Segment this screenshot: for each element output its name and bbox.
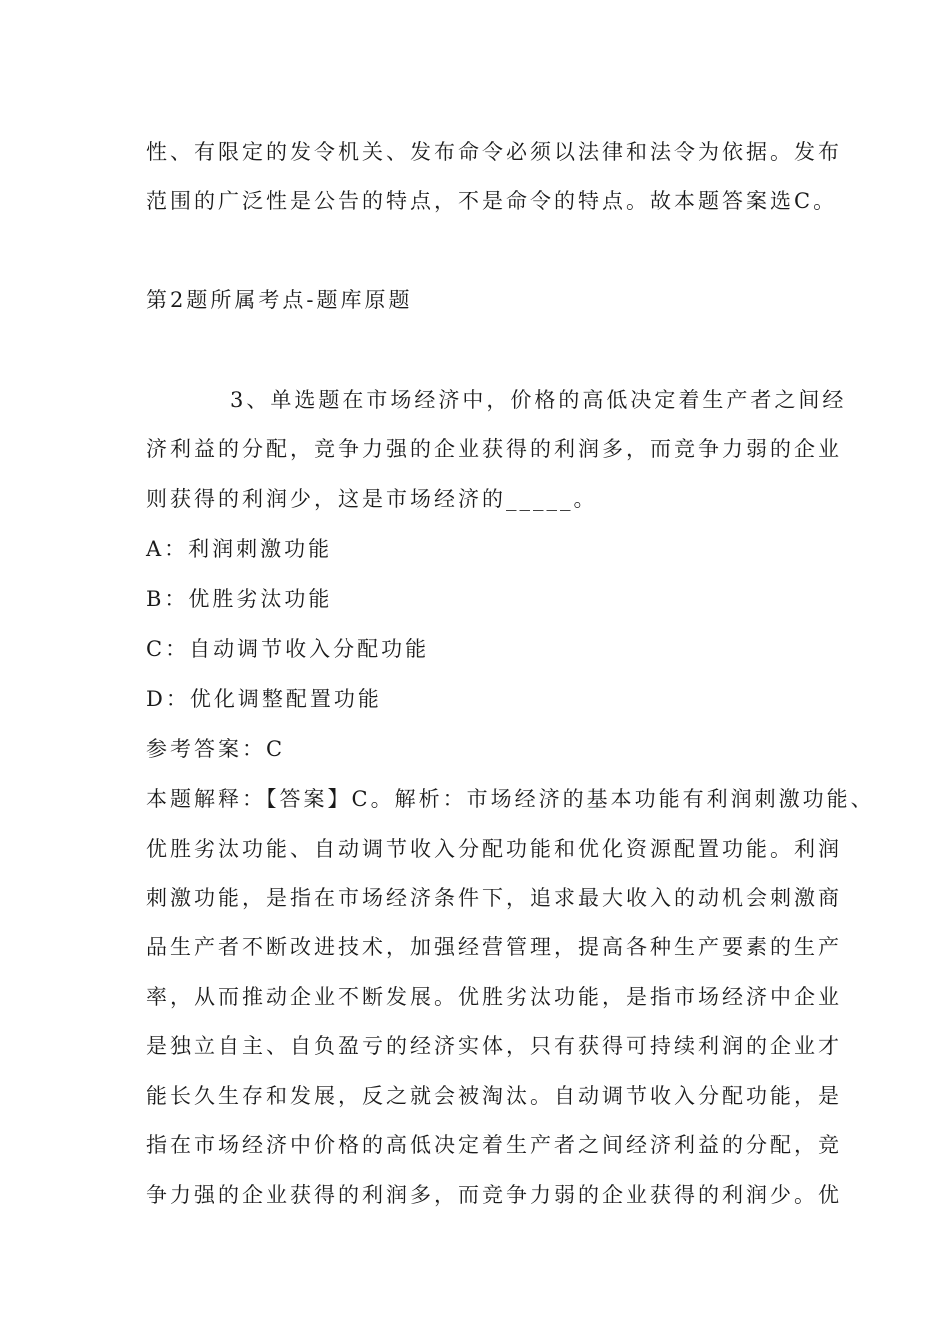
option-a: A：利润刺激功能 xyxy=(146,537,333,561)
explanation-line-7: 能长久生存和发展，反之就会被淘汰。自动调节收入分配功能，是 xyxy=(146,1084,842,1108)
intro-line-1: 性、有限定的发令机关、发布命令必须以法律和法令为依据。发布 xyxy=(146,140,842,164)
intro-line-2: 范围的广泛性是公告的特点，不是命令的特点。故本题答案选C。 xyxy=(146,189,838,213)
explanation-line-2: 优胜劣汰功能、自动调节收入分配功能和优化资源配置功能。利润 xyxy=(146,837,842,861)
explanation-line-5: 率，从而推动企业不断发展。优胜劣汰功能，是指市场经济中企业 xyxy=(146,985,842,1009)
explanation-line-8: 指在市场经济中价格的高低决定着生产者之间经济利益的分配，竞 xyxy=(146,1133,842,1157)
explanation-line-1: 本题解释：【答案】C。解析：市场经济的基本功能有利润刺激功能、 xyxy=(146,787,875,811)
option-b: B：优胜劣汰功能 xyxy=(146,587,333,611)
explanation-line-4: 品生产者不断改进技术，加强经营管理，提高各种生产要素的生产 xyxy=(146,935,842,959)
question-line-3: 则获得的利润少，这是市场经济的_____。 xyxy=(146,487,598,511)
reference-answer: 参考答案：C xyxy=(146,737,286,761)
explanation-line-9: 争力强的企业获得的利润多，而竞争力弱的企业获得的利润少。优 xyxy=(146,1183,842,1207)
option-d: D：优化调整配置功能 xyxy=(146,687,382,711)
explanation-line-3: 刺激功能，是指在市场经济条件下，追求最大收入的动机会刺激商 xyxy=(146,886,842,910)
point-label: 第2题所属考点-题库原题 xyxy=(146,288,413,312)
explanation-line-6: 是独立自主、自负盈亏的经济实体，只有获得可持续利润的企业才 xyxy=(146,1034,842,1058)
option-c: C：自动调节收入分配功能 xyxy=(146,637,430,661)
question-line-2: 济利益的分配，竞争力强的企业获得的利润多，而竞争力弱的企业 xyxy=(146,437,842,461)
question-line-1: 3、单选题在市场经济中，价格的高低决定着生产者之间经 xyxy=(230,388,847,412)
